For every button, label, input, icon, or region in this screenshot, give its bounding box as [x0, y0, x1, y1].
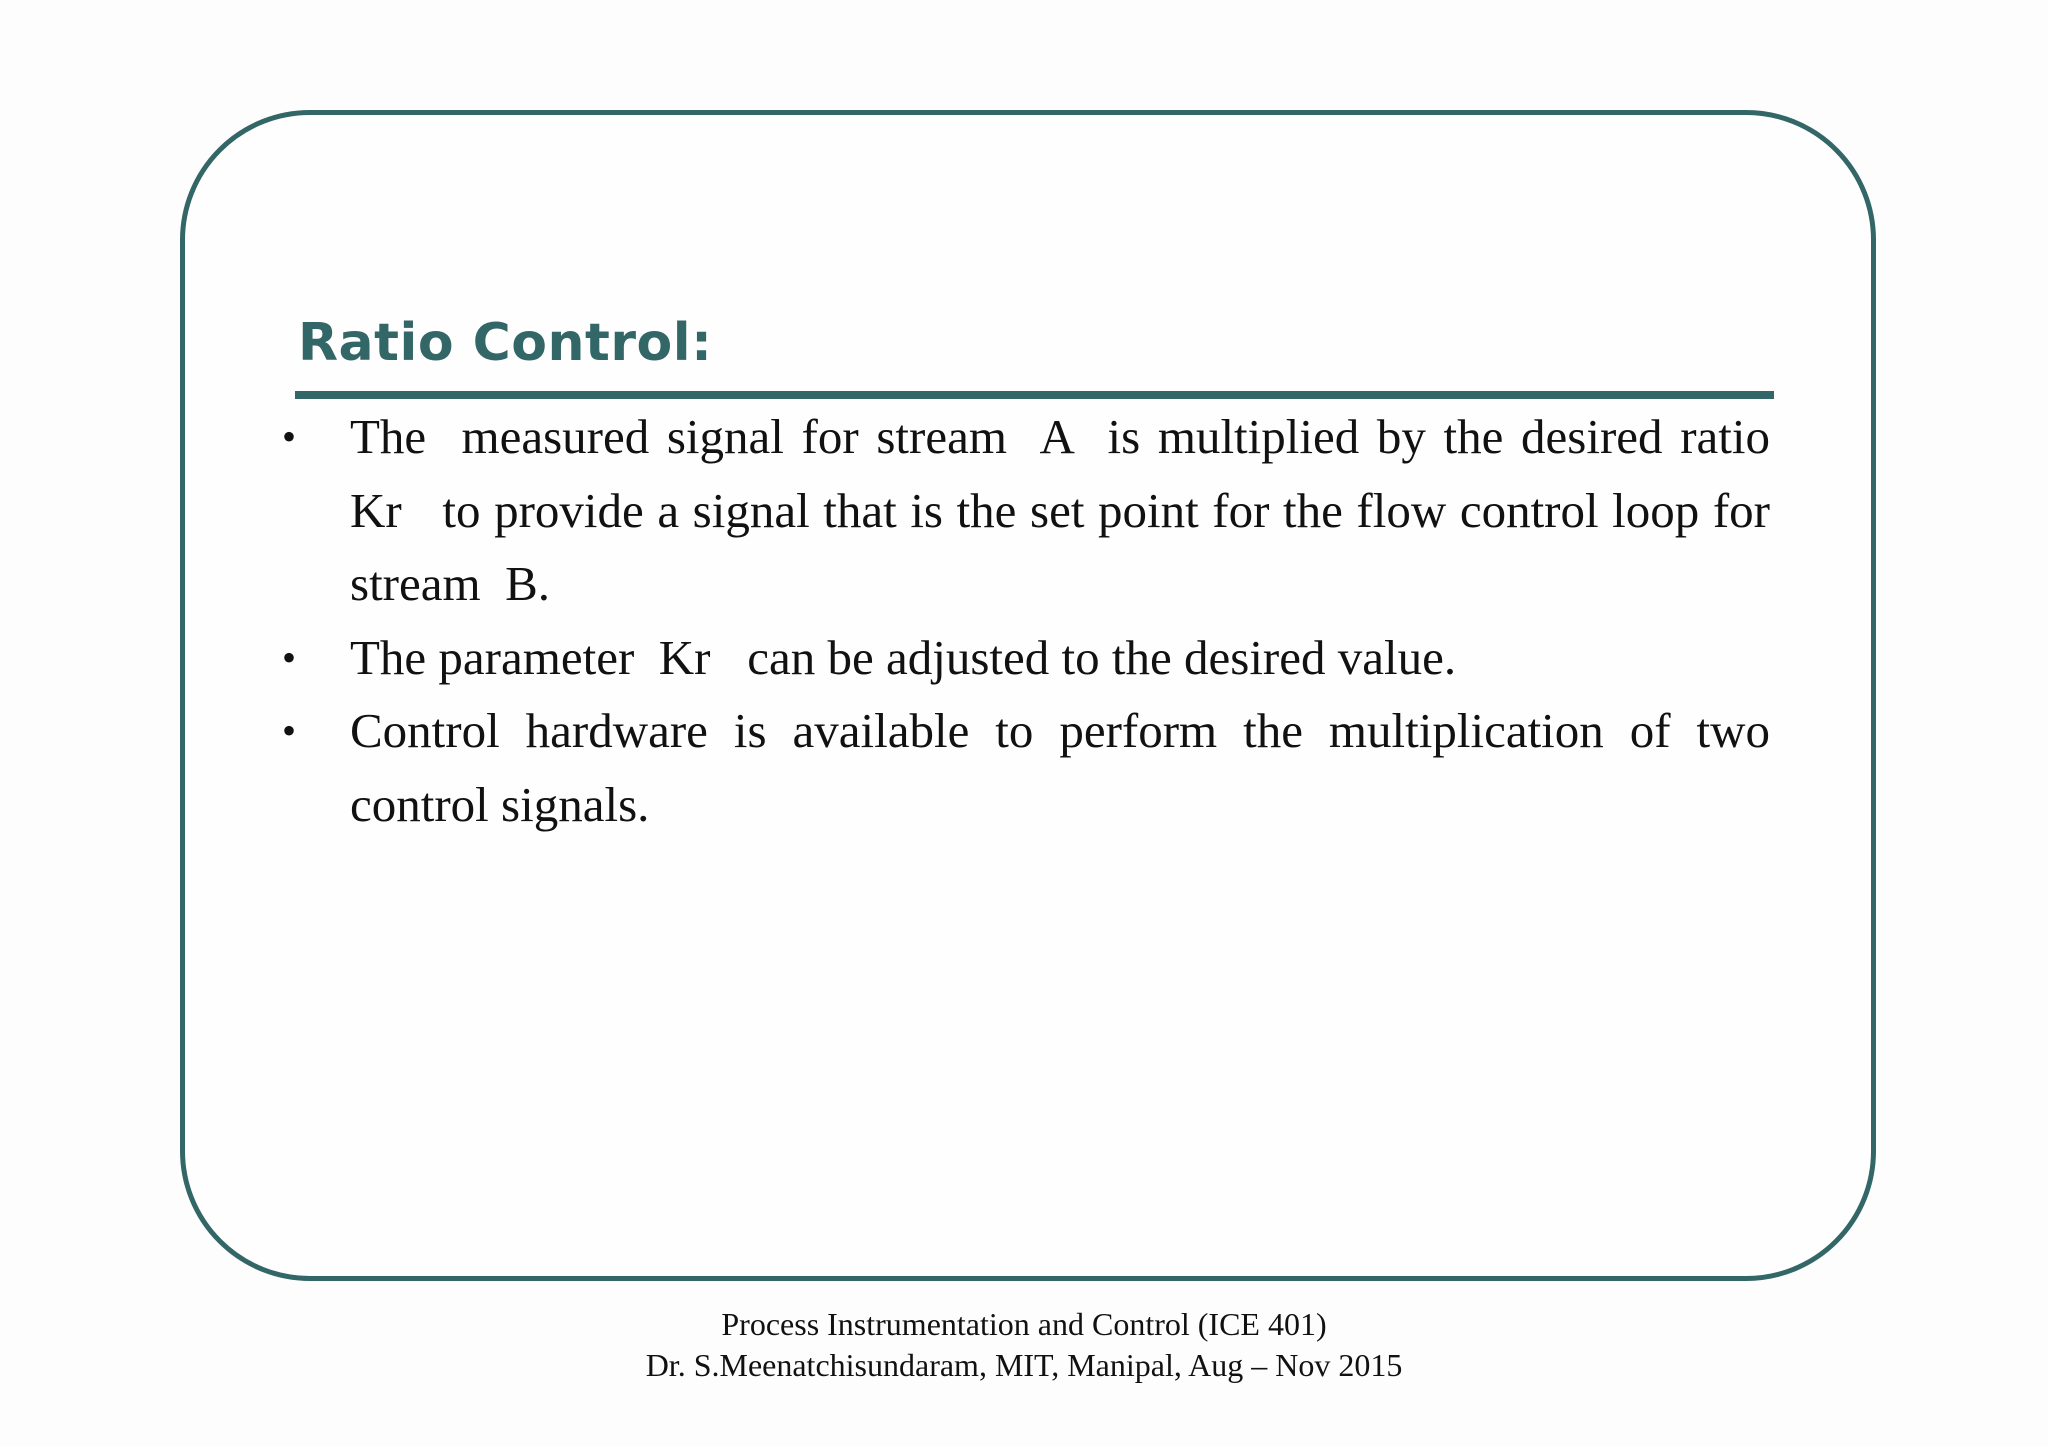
- slide-footer: [0, 1304, 2048, 1386]
- bullet-item: [280, 621, 1770, 695]
- bullet-text: The parameter Kr can be adjusted to the desired value.: [350, 629, 1457, 685]
- bullet-dot-icon: •: [282, 634, 297, 680]
- title-underline: [295, 391, 1774, 399]
- bullet-dot-icon: •: [282, 414, 297, 459]
- bullet-dot-icon: •: [282, 708, 297, 753]
- footer-author-line: Dr. S.Meenatchisundaram, MIT, Manipal, Aug – Nov 2015: [645, 1347, 1403, 1383]
- bullet-list: [280, 400, 1795, 841]
- bullet-item: [280, 694, 1770, 841]
- bullet-text: Control hardware is available to perform the multiplication of two control signals.: [350, 703, 1770, 832]
- bullet-item: [280, 400, 1795, 621]
- slide-title: Ratio Control:: [298, 313, 713, 373]
- bullet-text: The measured signal for stream A is multiplied by the desired ratio Kr to provide a signal that is the set point for the flow control loop for stream B.: [350, 409, 1795, 611]
- footer-course-line: Process Instrumentation and Control (ICE 401): [721, 1306, 1327, 1342]
